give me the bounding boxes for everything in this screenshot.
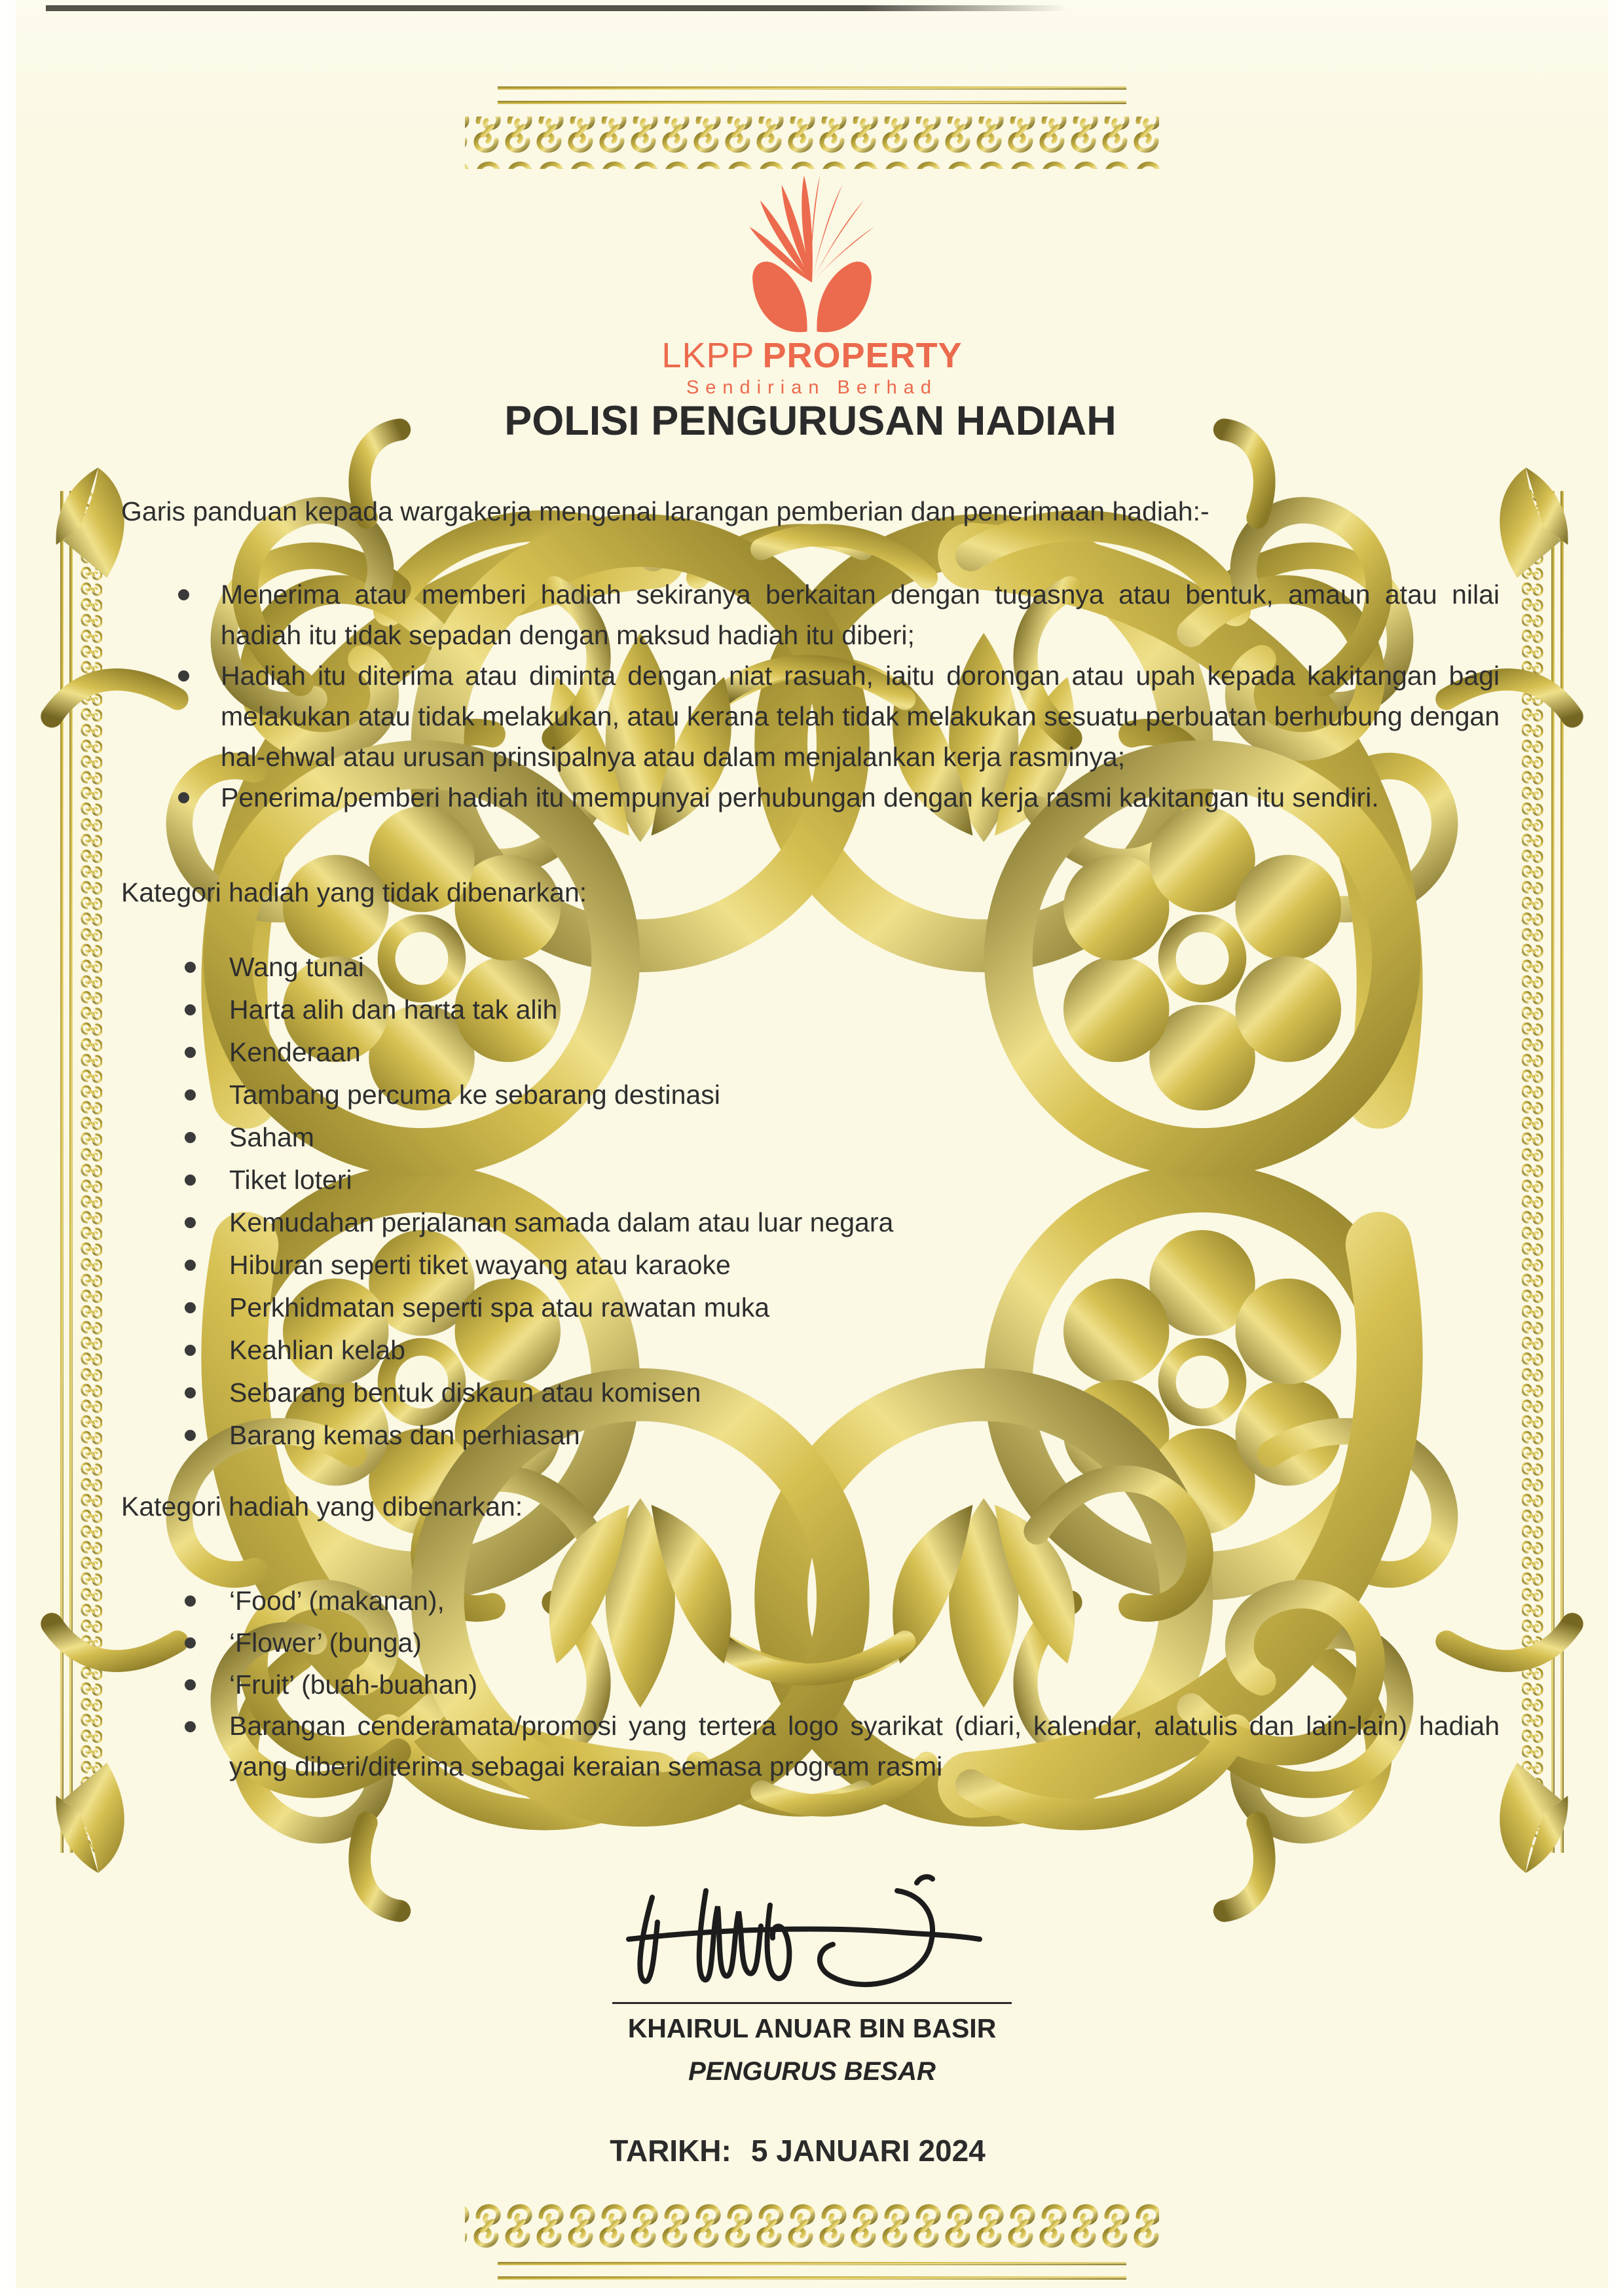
company-logo	[0, 149, 1624, 401]
scan-edge-artifact	[0, 2288, 1624, 2296]
logo-wordmark	[0, 337, 1624, 374]
allowed-list	[121, 1580, 1500, 1787]
signatory-position: PENGURUS BESAR	[688, 2057, 936, 2086]
list-item: Sebarang bentuk diskaun atau komisen	[121, 1372, 1500, 1414]
list-item: Kemudahan perjalanan samada dalam atau luar negara	[121, 1201, 1500, 1244]
date-label: TARIKH:	[610, 2134, 731, 2168]
list-item: Keahlian kelab	[121, 1329, 1500, 1372]
document-body	[121, 396, 1500, 1787]
list-item: Penerima/pemberi hadiah itu mempunyai perhubungan dengan kerja rasmi kakitangan itu sendiri.	[121, 777, 1500, 818]
date-value: 5 JANUARI 2024	[750, 2134, 986, 2168]
page-title: POLISI PENGURUSAN HADIAH	[504, 398, 1116, 444]
list-item: Wang tunai	[121, 946, 1500, 989]
list-item: ‘Fruit’ (buah-buahan)	[121, 1664, 1500, 1705]
list-item: Kenderaan	[121, 1031, 1500, 1074]
list-item: Menerima atau memberi hadiah sekiranya berkaitan dengan tugasnya atau bentuk, amaun atau nilai hadiah itu tidak sepadan dengan maksud hadiah itu diberi;	[121, 574, 1500, 655]
list-item: Saham	[121, 1116, 1500, 1159]
date-row	[0, 2133, 1610, 2168]
list-item: Hadiah itu diterima atau diminta dengan niat rasuah, iaitu dorongan atau upah kepada kakitangan bagi melakukan atau tidak melakukan, atau kerana telah tidak melakukan sesuatu perbuatan berhubung dengan hal-ehwal atau urusan prinsipalnya atau dalam menjalankan kerja rasminya;	[121, 655, 1500, 777]
not-allowed-heading: Kategori hadiah yang tidak dibenarkan:	[121, 877, 587, 907]
logo-brand-bold: PROPERTY	[762, 336, 963, 375]
allowed-heading: Kategori hadiah yang dibenarkan:	[121, 1491, 523, 1522]
logo-subtitle: Sendirian Berhad	[686, 377, 938, 398]
list-item: Perkhidmatan seperti spa atau rawatan muka	[121, 1286, 1500, 1329]
list-item: Barang kemas dan perhiasan	[121, 1414, 1500, 1457]
list-item: Harta alih dan harta tak alih	[121, 989, 1500, 1031]
list-item: Tambang percuma ke sebarang destinasi	[121, 1074, 1500, 1116]
palm-tree-logo-icon	[731, 149, 893, 335]
prohibition-rules-list	[121, 574, 1500, 818]
logo-brand-light: LKPP	[661, 336, 755, 375]
signature-line	[612, 2002, 1012, 2004]
list-item: ‘Flower’ (bunga)	[121, 1622, 1500, 1664]
scan-edge-artifact	[46, 5, 1067, 11]
list-item: Hiburan seperti tiket wayang atau karaoke	[121, 1244, 1500, 1286]
intro-paragraph: Garis panduan kepada wargakerja mengenai larangan pemberian dan penerimaan hadiah:-	[121, 496, 1209, 526]
list-item: Barangan cenderamata/promosi yang tertera logo syarikat (diari, kalendar, alatulis dan lain-lain) hadiah yang diberi/diterima sebagai keraian semasa program rasmi	[121, 1705, 1500, 1787]
not-allowed-list	[121, 946, 1500, 1457]
handwritten-signature	[589, 1871, 1008, 2012]
list-item: Tiket loteri	[121, 1159, 1500, 1201]
signatory-name: KHAIRUL ANUAR BIN BASIR	[627, 2013, 997, 2043]
list-item: ‘Food’ (makanan),	[121, 1580, 1500, 1622]
